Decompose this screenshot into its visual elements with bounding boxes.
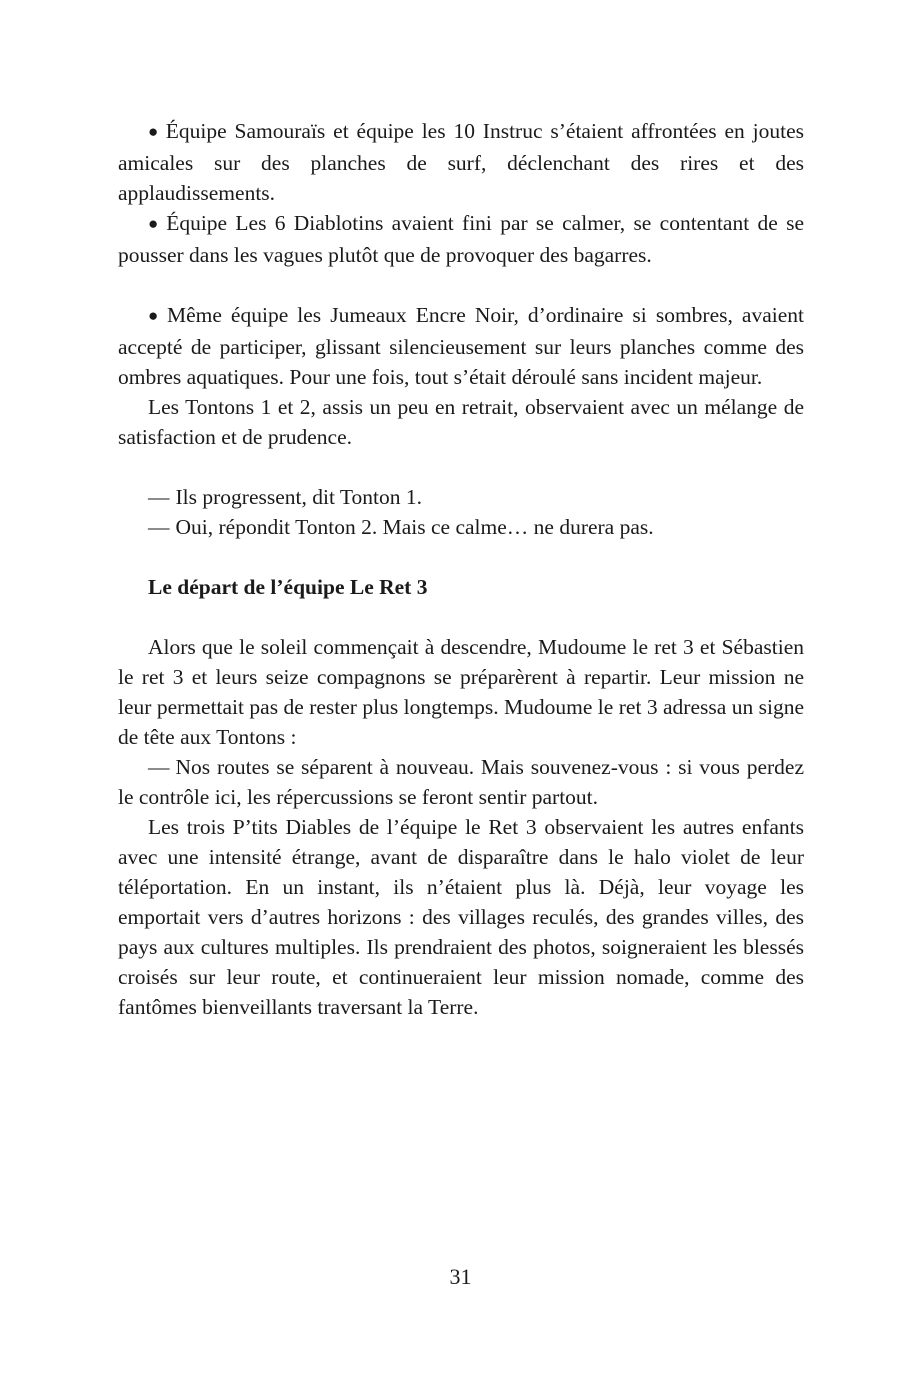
dialogue-line: [118, 482, 804, 512]
bullet-text: Même équipe les Jumeaux Encre Noir, d’ordinaire si sombres, avaient accepté de participer, glissant silencieusement sur leurs planches comme des ombres aquatiques. Pour une fois, tout s’était déroulé sans incident majeur.: [118, 303, 804, 389]
spacer: [118, 542, 804, 572]
page-body: [118, 116, 804, 1022]
bullet-icon: ●: [148, 122, 161, 141]
bullet-item: [118, 300, 804, 392]
paragraph: Les trois P’tits Diables de l’équipe le Ret 3 observaient les autres enfants avec une intensité étrange, avant de disparaître dans le halo violet de leur téléportation. En un instant, ils n’étaient plus là. Déjà, leur voyage les emportait vers d’autres horizons : des villages reculés, des grandes villes, des pays aux cultures multiples. Ils prendraient des photos, soigneraient les blessés croisés sur leur route, et continueraient leur mission nomade, comme des fantômes bienveillants traversant la Terre.: [118, 815, 804, 1019]
bullet-text: Équipe Samouraïs et équipe les 10 Instruc s’étaient affrontées en joutes amicales sur des planches de surf, déclenchant des rires et des applaudissements.: [118, 119, 804, 205]
spacer: [118, 270, 804, 300]
bullet-item: [118, 208, 804, 270]
dash-mark: —: [148, 485, 170, 509]
dialogue-text: Nos routes se séparent à nouveau. Mais souvenez-vous : si vous perdez le contrôle ici, les répercussions se feront sentir partout.: [118, 755, 804, 809]
dialogue-text: Oui, répondit Tonton 2. Mais ce calme… ne durera pas.: [175, 515, 654, 539]
page-number: 31: [449, 1264, 472, 1289]
dialogue-text: Ils progressent, dit Tonton 1.: [175, 485, 423, 509]
section-heading: Le départ de l’équipe Le Ret 3: [148, 575, 428, 599]
dash-mark: —: [148, 515, 170, 539]
spacer: [118, 602, 804, 632]
dialogue-line: [118, 512, 804, 542]
bullet-text: Équipe Les 6 Diablotins avaient fini par se calmer, se contentant de se pousser dans les vagues plutôt que de provoquer des bagarres.: [118, 211, 804, 267]
bullet-item: [118, 116, 804, 208]
spacer: [118, 452, 804, 482]
bullet-icon: ●: [148, 306, 162, 325]
paragraph: Les Tontons 1 et 2, assis un peu en retrait, observaient avec un mélange de satisfaction et de prudence.: [118, 395, 804, 449]
dash-mark: —: [148, 755, 170, 779]
bullet-icon: ●: [148, 214, 162, 233]
paragraph: Alors que le soleil commençait à descendre, Mudoume le ret 3 et Sébastien le ret 3 et leurs seize compagnons se préparèrent à repartir. Leur mission ne leur permettait pas de rester plus longtemps. Mudoume le ret 3 adressa un signe de tête aux Tontons :: [118, 635, 804, 749]
dialogue-line: [118, 752, 804, 812]
